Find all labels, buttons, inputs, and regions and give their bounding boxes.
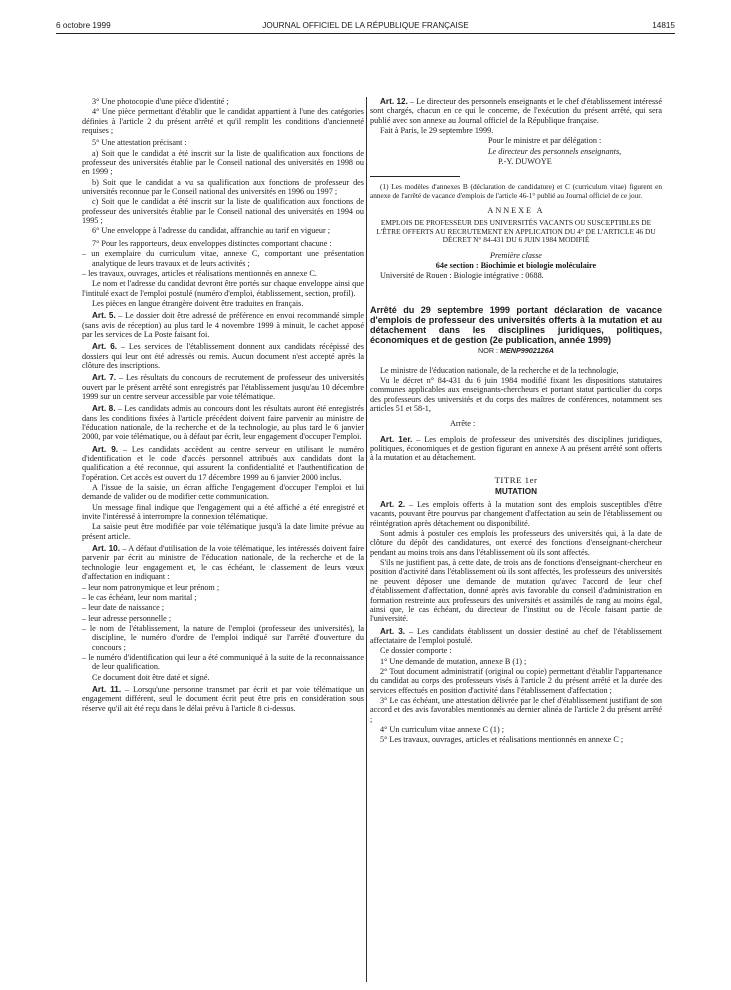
paragraph: Les pièces en langue étrangère doivent être traduites en français. [92, 298, 304, 308]
paragraph: 5° Les travaux, ouvrages, articles et réalisations mentionnés en annexe C ; [380, 735, 624, 745]
article-text: – A défaut d'utilisation de la voie télématique, les intéressés doivent faire parvenir par écrit au ministre de l'éducation nationale, de la recherche et de la technologie leur engagement et, le cas échéant, le classement de leurs vœux d'affectation en indiquant : [82, 544, 364, 582]
article-7 [82, 373, 364, 401]
paragraph: 6° Une enveloppe à l'adresse du candidat, affranchie au tarif en vigueur ; [92, 226, 331, 236]
class-heading: Première classe [490, 250, 542, 260]
paragraph: 5° Une attestation précisant : [92, 138, 187, 148]
title-heading: TITRE 1er [494, 474, 538, 485]
paragraph: c) Soit que le candidat a été inscrit sur la liste de qualification aux fonctions de professeur des universités établie par le Conseil national des universités en 1994 ou 1995 ; [82, 197, 364, 226]
section-heading: 64e section : Biochimie et biologie moléculaire [435, 261, 597, 271]
list-item: – les travaux, ouvrages, articles et réalisations mentionnés en annexe C. [82, 268, 317, 278]
article-3 [370, 627, 662, 646]
article-label: Art. 5. [92, 311, 116, 321]
paragraph: b) Soit que le candidat a vu sa qualification aux fonctions de professeur des universités reconnue par le Conseil national des universités en 1996 ou 1997 ; [82, 177, 364, 197]
article-text: – Les résultats du concours de recrutement de professeur des universités ouvert par le présent arrêté sont enregistrés par l'établissement jusqu'au 10 décembre 1999 sur un centre serveur accessible par voie télématique. [82, 373, 364, 401]
arrete-label: Arrête : [450, 419, 476, 429]
list-item: – un exemplaire du curriculum vitae, annexe C, comportant une présentation analytique de leurs travaux et de leurs activités ; [82, 249, 364, 268]
article-label: Art. 8. [92, 404, 116, 414]
left-column [82, 97, 364, 714]
university-entry: Université de Rouen : Biologie intégrative : 0688. [380, 271, 544, 281]
decree-title: Arrêté du 29 septembre 1999 portant déclaration de vacance d'emplois de professeur des universités offerts à la mutation et au détachement dans les disciplines juridiques, politiques, économiques et de gestion (2e publication, année 1999) [370, 304, 662, 346]
article-text: – Lorsqu'une personne transmet par écrit et par voie télématique un engagement différent, seul le document écrit peut être pris en considération sous réserve qu'il ait été reçu dans le délai prévu à l'article 8 ci-dessus. [82, 684, 364, 713]
article-label: Art. 2. [380, 500, 406, 510]
signature-title: Le directeur des personnels enseignants, [488, 146, 622, 156]
article-2 [370, 500, 662, 528]
list-item: – leur adresse personnelle ; [82, 613, 172, 623]
article-label: Art. 1er. [380, 434, 413, 444]
article-5 [82, 311, 364, 339]
signatory-name: P.-Y. DUWOYE [498, 157, 552, 167]
article-label: Art. 10. [92, 544, 121, 554]
paragraph: Le nom et l'adresse du candidat devront être portés sur chaque enveloppe ainsi que l'intitulé exact de l'emploi postulé (numéro d'emploi, établissement, section, profil). [82, 279, 364, 298]
article-12 [370, 97, 662, 125]
article-label: Art. 3. [380, 626, 406, 636]
article-11 [82, 685, 364, 713]
article-text: – Les emplois de professeur des universités des disciplines juridiques, politiques, économiques et de gestion figurant en annexe A au présent arrêté sont offerts à la mutation et au détachement. [370, 434, 662, 463]
list-item: – le cas échéant, leur nom marital ; [82, 592, 197, 602]
article-9 [82, 445, 364, 482]
article-10 [82, 544, 364, 581]
article-8 [82, 404, 364, 441]
article-text: – Le dossier doit être adressé de préférence en envoi recommandé simple (sans avis de réception) au plus tard le 4 novembre 1999 à minuit, le cachet apposé par les services de La Poste faisant foi. [82, 311, 364, 339]
article-6 [82, 342, 364, 370]
article-text: – Le directeur des personnels enseignants et le chef d'établissement intéressé sont chargés, chacun en ce qui le concerne, de l'exécution du présent arrêté, qui sera publié avec son annexe au Journal officiel de la République française. [370, 97, 662, 125]
header-page-number: 14815 [652, 21, 675, 30]
paragraph: Un message final indique que l'engagement qui a été affiché a été enregistré et invite l'intéressé à interrompre la connexion télématique. [82, 502, 364, 522]
annex-heading: ANNEXE A [487, 206, 545, 216]
list-item: – le numéro d'identification qui leur a été communiqué à la suite de la reconnaissance de leur qualification. [82, 652, 364, 672]
paragraph: Ce dossier comporte : [380, 646, 452, 656]
paragraph: 4° Une pièce permettant d'établir que le candidat appartient à l'une des catégories définies à l'article 2 du présent arrêté et qu'il remplit les conditions d'ancienneté requises ; [82, 107, 364, 136]
paragraph: 4° Un curriculum vitae annexe C (1) ; [380, 724, 504, 734]
article-text: – Les candidats établissent un dossier destiné au chef de l'établissement affectataire de l'emploi postulé. [370, 626, 662, 645]
paragraph: Ce document doit être daté et signé. [92, 672, 210, 682]
article-label: Art. 7. [92, 373, 117, 383]
paragraph: 3° Une photocopie d'une pièce d'identité ; [92, 97, 229, 106]
list-item: – le nom de l'établissement, la nature de l'emploi (professeur des universités), la discipline, le numéro d'ordre de l'emploi indiqué sur l'arrêté d'ouverture du concours ; [82, 623, 364, 652]
paragraph: 2° Tout document administratif (original ou copie) permettant d'établir l'appartenance du candidat au corps des professeurs visés à l'article 2 du présent arrêté et la durée des services effectués en position d'activité dans l'établissement d'affectation ; [370, 666, 662, 695]
header-journal-title: JOURNAL OFFICIEL DE LA RÉPUBLIQUE FRANÇAISE [262, 21, 469, 30]
paragraph: 3° Le cas échéant, une attestation délivrée par le chef d'établissement justifiant de son accord et des avis favorables mentionnés au dernier alinéa de l'article 2 du présent arrêté ; [370, 695, 662, 724]
article-text: – Les candidats accèdent au centre serveur en utilisant le numéro d'identification et le code d'accès personnel attribués aux candidats dont la qualification a été reconnue, qui assurent la confidentialité et l'authentification de l'opération. Cet accès est ouvert du 17 décembre 1999 au 6 janvier 2000 inclus. [82, 444, 364, 482]
list-item: – leur date de naissance ; [82, 603, 165, 613]
paragraph: A l'issue de la saisie, un écran affiche l'engagement d'occuper l'emploi et lui demande de valider ou de modifier cette communication. [82, 483, 364, 502]
article-text: – Les emplois offerts à la mutation sont des emplois susceptibles d'être vacants, pouvant être pourvus par changement d'affectation au sein de l'établissement ou réintégration après détachement ou disponibilité. [370, 500, 662, 528]
annex-subheading: EMPLOIS DE PROFESSEUR DES UNIVERSITÉS VACANTS OU SUSCEPTIBLES DE L'ÊTRE OFFERTS AU RECRUTEMENT EN APPLICATION DU 4° DE L'ARTICLE 46 DU DÉCRET N° 84-431 DU 6 JUIN 1984 MODIFIÉ [376, 218, 656, 245]
paragraph: Vu le décret n° 84-431 du 6 juin 1984 modifié fixant les dispositions statutaires communes applicables aux enseignants-chercheurs et portant statut particulier du corps des professeurs des universités et du corps des maîtres de conférences, notamment ses articles 51 et 58-1, [370, 375, 662, 413]
paragraph: S'ils ne justifient pas, à cette date, de trois ans de fonctions d'enseignant-chercheur en position d'activité dans l'établissement où ils sont affectés, les professeurs des universités ne peuvent déposer une demande de mutation qu'avec l'accord de leur chef d'établissement d'affectation, donné après avis favorable du conseil d'administration en formation restreinte aux professeurs des universités et assimilés de rang au moins égal, ainsi que, le cas échéant, du directeur de l'institut ou de l'école faisant partie de l'université. [370, 558, 662, 624]
footnote-rule [370, 176, 460, 177]
list-item: – leur nom patronymique et leur prénom ; [82, 582, 220, 592]
right-column [370, 97, 662, 746]
column-divider [366, 97, 367, 982]
mutation-heading: MUTATION [495, 486, 537, 496]
signature-line: Pour le ministre et par délégation : [488, 136, 602, 146]
article-text: – Les services de l'établissement donnent aux candidats récépissé des dossiers qui leur ont été adressés ou remis. Aucun document n'est accepté après la clôture des inscriptions. [82, 342, 364, 370]
paragraph: La saisie peut être modifiée par voie télématique jusqu'à la date limite prévue au présent article. [82, 522, 364, 541]
article-text: – Les candidats admis au concours dont les résultats auront été enregistrés dans les conditions fixées à l'article précédent doivent faire parvenir au ministre de l'éducation nationale, de la recherche et de la technologie, au plus tard le 6 janvier 2000, par voie télématique, ou à défaut par écrit, leur engagement d'occuper l'emploi. [82, 404, 364, 442]
paragraph: Le ministre de l'éducation nationale, de la recherche et de la technologie, [380, 365, 619, 375]
signing-place-date: Fait à Paris, le 29 septembre 1999. [380, 126, 494, 136]
paragraph: 1° Une demande de mutation, annexe B (1) ; [380, 656, 527, 666]
article-1 [370, 435, 662, 463]
paragraph: 7° Pour les rapporteurs, deux enveloppes distinctes comportant chacune : [92, 238, 332, 248]
paragraph: a) Soit que le candidat a été inscrit sur la liste de qualification aux fonctions de professeur des universités établie par le Conseil national des universités en 1998 ou en 1999 ; [82, 148, 364, 177]
header-date: 6 octobre 1999 [56, 21, 111, 30]
article-label: Art. 12. [380, 97, 408, 106]
nor-reference: NOR : MENP9902126A [478, 346, 554, 356]
article-label: Art. 9. [92, 444, 119, 454]
footnote: (1) Les modèles d'annexes B (déclaration de candidature) et C (curriculum vitae) figurent en annexe de l'arrêté de vacance d'emplois de l'article 46-1° publié au Journal officiel de ce jour. [370, 182, 662, 200]
article-label: Art. 11. [92, 684, 122, 694]
article-label: Art. 6. [92, 342, 118, 352]
page-header [56, 21, 675, 34]
paragraph: Sont admis à postuler ces emplois les professeurs des universités qui, à la date de clôture du dépôt des candidatures, ont exercé des fonctions d'enseignant-chercheur pendant au moins trois ans dans l'établissement où ils sont affectés. [370, 529, 662, 557]
